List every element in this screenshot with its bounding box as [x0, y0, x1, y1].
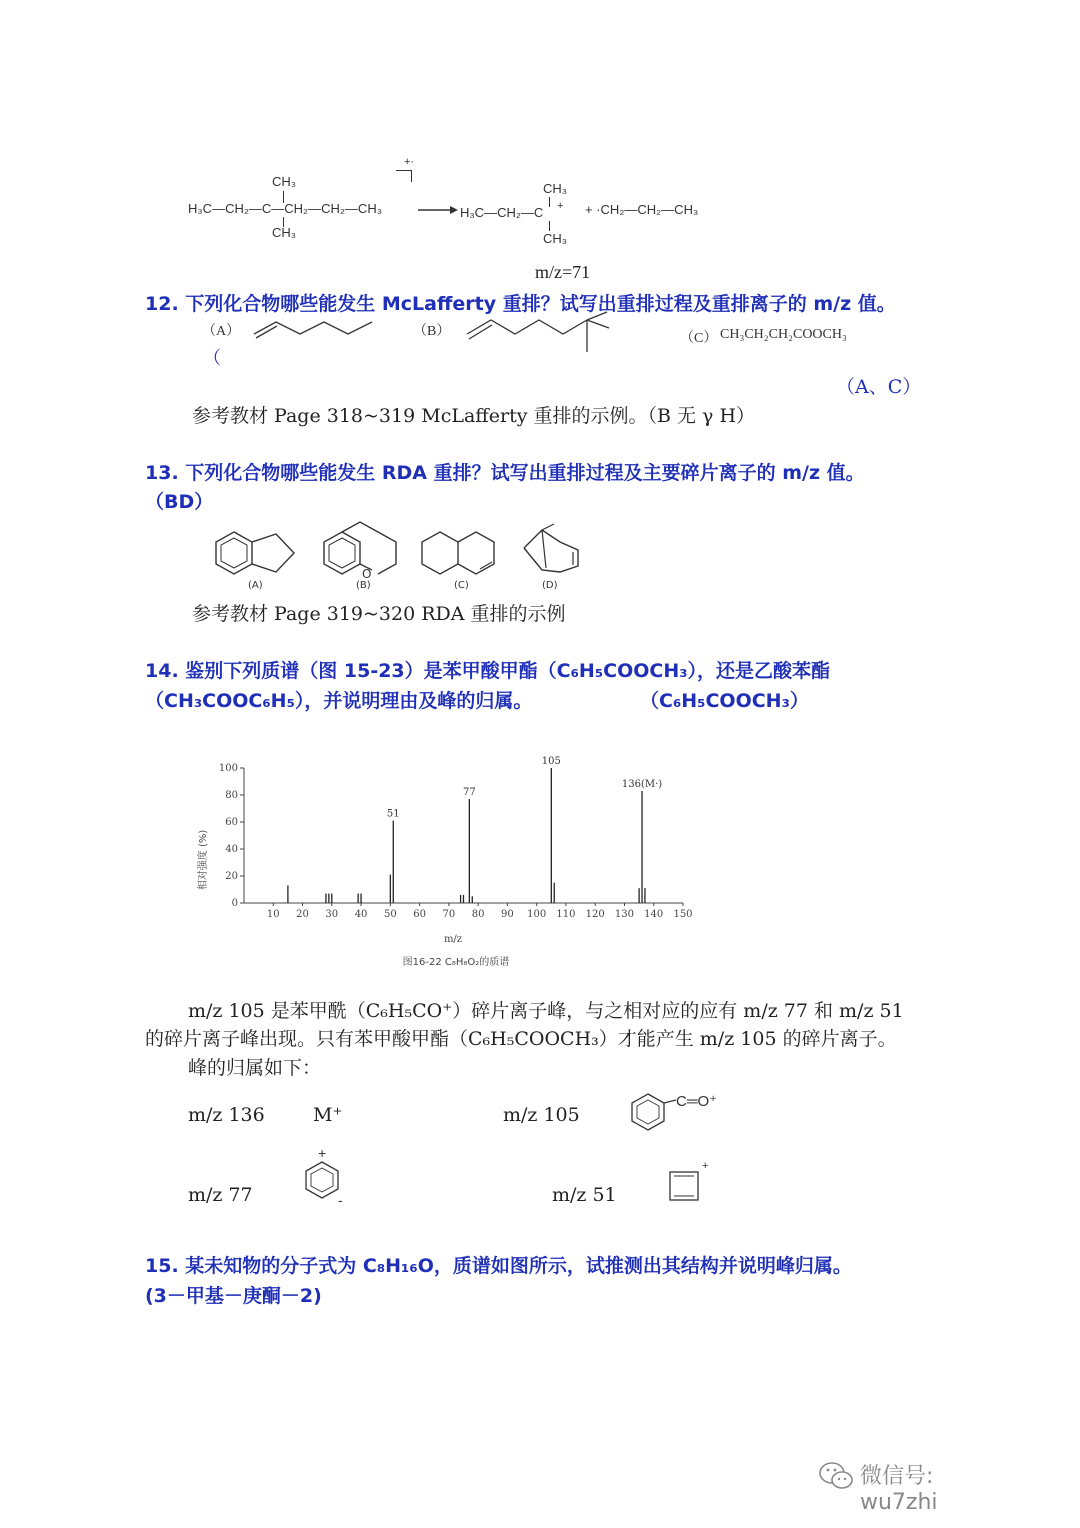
x-tick-label: 90: [501, 909, 514, 920]
x-tick-label: 10: [266, 909, 280, 920]
hexene-structure: [250, 316, 376, 340]
q12-label-c: （C）: [680, 331, 718, 346]
x-tick-label: 50: [383, 909, 397, 920]
x-tick-label: 130: [614, 909, 635, 920]
x-tick-label: 150: [673, 909, 693, 920]
y-tick-label: 100: [218, 763, 238, 774]
q12-formula-c: CH₃CH₂CH₂COOCH₃: [720, 327, 847, 342]
assign-mz77: m/z 77: [188, 1184, 253, 1206]
x-tick-label: 30: [325, 909, 339, 920]
q15-title: 15. 某未知物的分子式为 C₈H₁₆O，质谱如图所示，试推测出其结构并说明峰归属。: [145, 1255, 852, 1277]
q14-para2: 的碎片离子峰出现。只有苯甲酸甲酯（C₆H₅COOCH₃）才能产生 m/z 105 的碎片离子。: [145, 1028, 897, 1050]
mz-value: m/z=71: [535, 262, 591, 282]
charge-label: +·: [404, 156, 415, 168]
q13-note: 参考教材 Page 319~320 RDA 重排的示例: [192, 603, 566, 625]
y-tick-label: 40: [225, 844, 238, 855]
y-tick-label: 60: [225, 817, 238, 828]
product-charge: +: [557, 200, 564, 212]
bond-line: [549, 221, 550, 231]
assign-mz51: m/z 51: [552, 1184, 617, 1206]
x-tick-label: 70: [442, 909, 456, 920]
y-tick-label: 20: [225, 871, 238, 882]
x-tick-label: 60: [413, 909, 426, 920]
acylium-label: C═O⁺: [676, 1093, 718, 1110]
radical-fragment: + ·CH₂—CH₂—CH₃: [585, 202, 699, 217]
norbornene-structure: [524, 524, 578, 572]
radical-cation-bracket: [396, 156, 415, 176]
q12-answer: （A、C）: [836, 376, 922, 398]
cyclobutadienyl-structure: [666, 1168, 702, 1204]
q14-para1: m/z 105 是苯甲酰（C₆H₅CO⁺）碎片离子峰，与之相对应的应有 m/z 77 和 m/z 51: [188, 1000, 904, 1022]
wechat-icon: [818, 1461, 856, 1491]
assign-mz136: m/z 136: [188, 1104, 265, 1126]
x-tick-label: 140: [644, 909, 664, 920]
y-tick-label: 80: [225, 790, 238, 801]
peak-label: 51: [386, 808, 400, 820]
dimethylhexene-structure: [463, 308, 613, 356]
octahydronaphthalene-structure: [422, 532, 494, 574]
x-tick-label: 80: [471, 909, 485, 920]
reaction-arrow: [418, 205, 458, 215]
y-axis-label: 相对强度 (%): [198, 829, 209, 891]
label-b: (B): [356, 580, 371, 591]
assign-mz105: m/z 105: [503, 1104, 580, 1126]
q13-title: 13. 下列化合物哪些能发生 RDA 重排？试写出重排过程及主要碎片离子的 m/z 值。: [145, 462, 865, 484]
ch3-bottom: CH₃: [272, 225, 297, 240]
peak-label: 77: [462, 787, 476, 799]
chart-title: 图16-22 C₈H₈O₂的质谱: [402, 957, 510, 968]
x-tick-label: 100: [527, 909, 547, 920]
x-axis-label: m/z: [443, 934, 463, 945]
q14-title-line2: （CH₃COOC₆H₅），并说明理由及峰的归属。: [145, 690, 533, 712]
reactant-chain: H₃C—CH₂—C—CH₂—CH₂—CH₃: [188, 201, 382, 216]
label-d: (D): [542, 580, 558, 591]
q12-label-a: （A）: [202, 324, 241, 339]
phenyl-minus: -: [338, 1192, 343, 1208]
x-tick-label: 40: [354, 909, 368, 920]
peak-label: 105: [541, 756, 561, 767]
product-ch3-top: CH₃: [543, 181, 568, 196]
y-tick-label: 0: [231, 898, 238, 909]
x-tick-label: 120: [585, 909, 605, 920]
x-tick-label: 20: [296, 909, 309, 920]
product-ch3-bottom: CH₃: [543, 231, 568, 246]
q14-answer: （C₆H₅COOCH₃）: [640, 690, 809, 712]
peak-label: 136(M·): [621, 778, 663, 790]
benzoyl-ring-structure: [630, 1090, 680, 1130]
label-a: (A): [248, 580, 263, 591]
phenyl-plus: +: [318, 1145, 327, 1161]
q13-answer: （BD）: [145, 491, 214, 513]
q14-title-line1: 14. 鉴别下列质谱（图 15-23）是苯甲酸甲酯（C₆H₅COOCH₃），还是乙酸苯酯: [145, 660, 831, 682]
q12-paren: （: [203, 348, 221, 368]
chromane-structure: [324, 522, 396, 574]
watermark-text: 微信号: wu7zhi: [860, 1464, 938, 1515]
q12-label-b: （B）: [413, 324, 451, 339]
ch3-top: CH₃: [272, 174, 297, 189]
c4-plus: +: [702, 1160, 709, 1172]
indane-structure: [216, 532, 294, 574]
label-c: (C): [454, 580, 469, 591]
q12-note: 参考教材 Page 318~319 McLafferty 重排的示例。（B 无 γ H）: [192, 405, 756, 427]
oxygen-label: O: [362, 567, 372, 581]
product-chain: H₃C—CH₂—C: [460, 205, 544, 220]
q14-para3: 峰的归属如下：: [188, 1057, 322, 1079]
assign-m-plus: M⁺: [313, 1104, 343, 1126]
bond-line: [549, 197, 550, 207]
x-tick-label: 110: [556, 909, 576, 920]
mass-spectrum-chart: [190, 748, 710, 978]
q15-answer: (3－甲基－庚酮－2): [145, 1285, 322, 1307]
q12-title: 12. 下列化合物哪些能发生 McLafferty 重排？试写出重排过程及重排离子的 m/z 值。: [145, 293, 896, 315]
rda-structures: [212, 520, 592, 600]
